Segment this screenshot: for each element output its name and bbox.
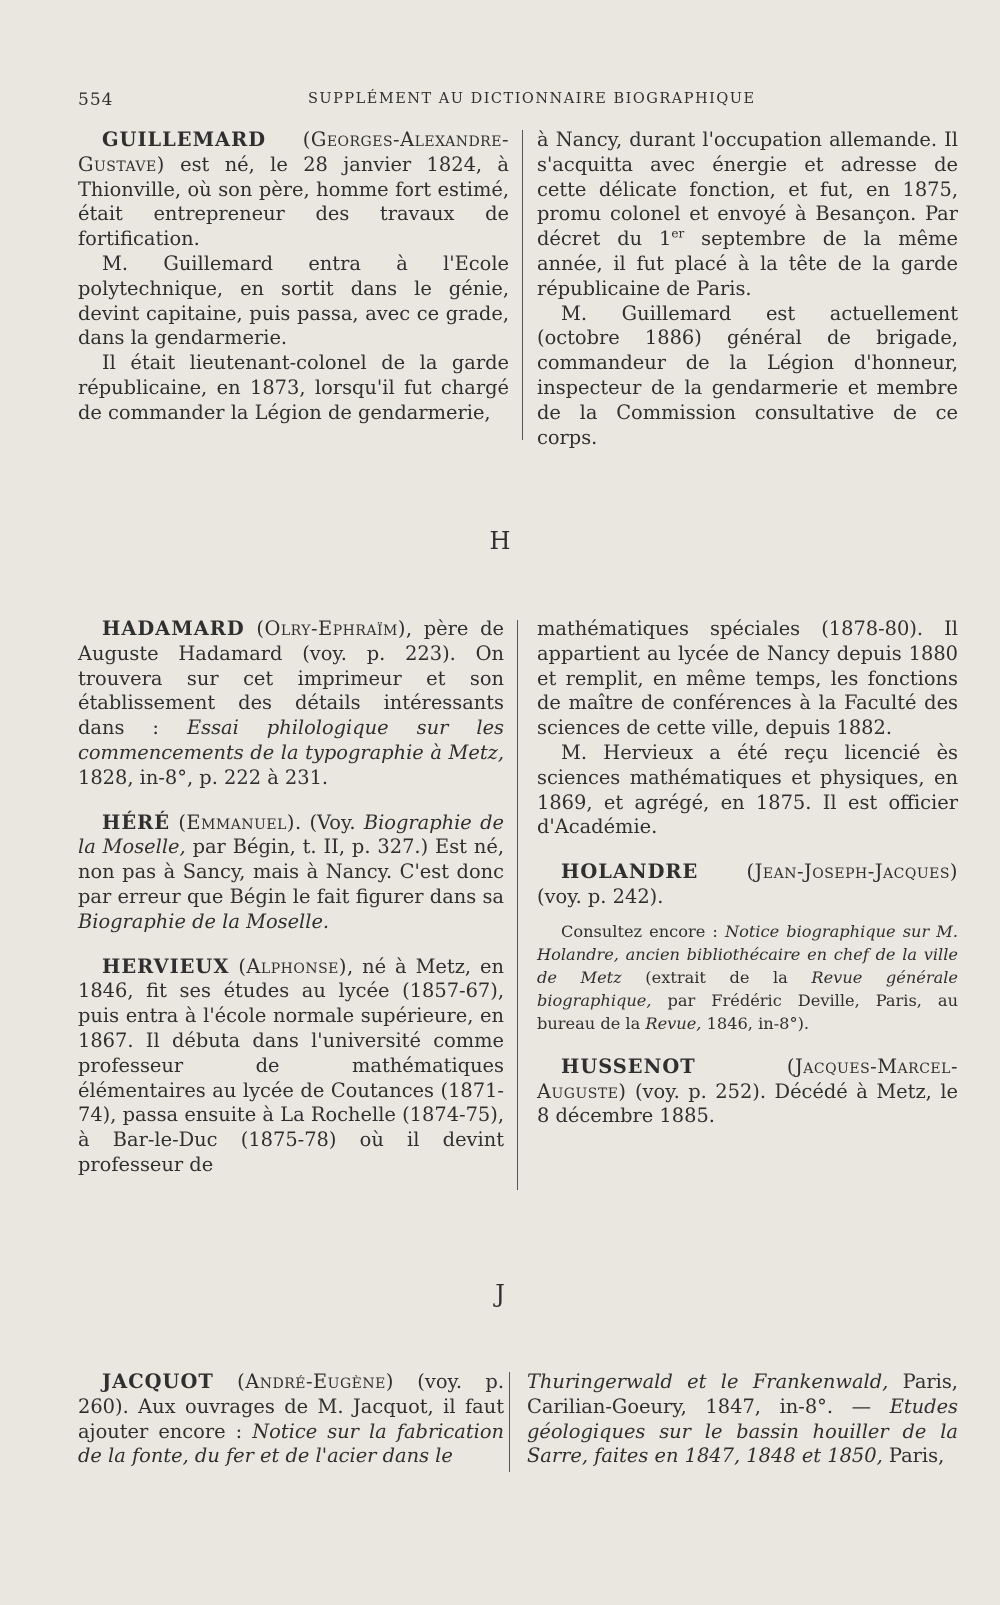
page-number: 554 [78, 90, 114, 110]
ordinal-superscript: er [671, 226, 685, 241]
entry-here [78, 811, 504, 935]
column-rule [522, 130, 523, 440]
guillemard-left-column [78, 128, 509, 426]
paragraph: M. Guillemard est actuellement (octobre 1886) général de brigade, commandeur de la Légion d'honneur, inspecteur de la gendarmerie et membre de la Commission consultative de ce corps. [537, 301, 958, 449]
entry-hadamard [78, 617, 504, 791]
text: (voy. p. 260). Aux ouvrages de M. Jacquot, il faut ajouter encore : [78, 1370, 504, 1443]
paragraph: M. Guillemard entra à l'Ecole polytechnique, en sortit dans le génie, devint capitaine, puis passa, avec ce grade, dans la gendarmerie. [78, 251, 509, 350]
running-head: SUPPLÉMENT AU DICTIONNAIRE BIOGRAPHIQUE [308, 91, 756, 107]
column-rule [517, 620, 518, 1190]
entry-holandre [537, 860, 958, 910]
section-letter-h: H [489, 527, 511, 555]
text: par Frédéric Deville, Paris, au bureau de la [537, 990, 958, 1033]
entry-forenames: (André-Eugène) [237, 1370, 394, 1393]
entry-name: HOLANDRE [561, 860, 699, 884]
entry-forenames: (Emmanuel) [178, 810, 295, 834]
book-title: Etudes géologiques sur le bassin houiller de la Sarre, faites en 1847, 1848 et 1850, [527, 1394, 958, 1468]
text: septembre de la même année, il fut placé à la tête de la garde républicaine de Paris. [537, 227, 958, 300]
text: . (Voy. [294, 810, 364, 834]
entry-text: est né, le 28 janvier 1824, à Thionville, où son père, homme fort estimé, était entrepreneur des travaux de fortification. [78, 152, 509, 251]
paragraph-continued [527, 1370, 958, 1469]
entry-hervieux [78, 955, 504, 1178]
book-title: Biographie de la Moselle. [78, 909, 330, 933]
section-j-right-column [527, 1370, 958, 1469]
spacer [78, 791, 504, 811]
paragraph-continued [537, 128, 958, 302]
paragraph: M. Hervieux a été reçu licencié ès sciences mathématiques et physiques, en 1869, et agrégé, en 1875. Il est officier d'Académie. [537, 740, 958, 839]
section-letter-j: J [495, 1280, 505, 1308]
paragraph: Il était lieutenant-colonel de la garde républicaine, en 1873, lorsqu'il fut chargé de commander la Légion de gendarmerie, [78, 351, 509, 424]
book-title: Notice sur la fabrication de la fonte, du fer et de l'acier dans le [78, 1419, 504, 1468]
spacer [537, 1035, 958, 1055]
entry-name: HERVIEUX [102, 954, 230, 978]
column-rule [509, 1372, 510, 1472]
text: , né à Metz, en 1846, fit ses études au lycée (1857-67), puis entra à l'école normale supérieure, en 1867. Il débuta dans l'université comme professeur de mathématiques élémentaires au lycée de Coutances (1871-74), passa ensuite à La Rochelle (1874-75), à Bar-le-Duc (1875-78) où il devint professeur de [78, 954, 505, 1176]
text: (extrait de la [621, 967, 812, 987]
entry-name: JACQUOT [102, 1370, 214, 1393]
book-title: Revue, [645, 1013, 702, 1033]
text: 1846, in-8°). [701, 1013, 810, 1033]
entry-name: GUILLEMARD [102, 128, 267, 151]
text: (voy. p. 252). Décédé à Metz, le 8 décembre 1885. [537, 1079, 958, 1128]
spacer [537, 840, 958, 860]
text: par Bégin, t. II, p. 327.) Est né, non pas à Sancy, mais à Nancy. C'est donc par erreur que Bégin le fait figurer dans sa [78, 835, 504, 908]
paragraph-continued: mathématiques spéciales (1878-80). Il appartient au lycée de Nancy depuis 1880 et remplit, en même temps, les fonctions de maître de conférences à la Faculté des sciences de cette ville, depuis 1882. [537, 617, 958, 740]
text: Consultez encore : [561, 921, 725, 941]
holandre-note [537, 920, 958, 1035]
entry-hussenot [537, 1055, 958, 1129]
entry-forenames: (Olry-Ephraïm) [256, 617, 406, 640]
book-title: Essai philologique sur les commencements de la typographie à Metz, [78, 716, 504, 764]
book-title: Thuringerwald et le Frankenwald, [527, 1370, 889, 1393]
text: Paris, [882, 1444, 945, 1468]
text: à Nancy, durant l'occupation allemande. Il s'acquitta avec énergie et adresse de cette délicate fonction, et fut, en 1875, promu colonel et envoyé à Besançon. Par décret du 1 [537, 128, 958, 251]
text: (voy. p. 242). [537, 884, 664, 908]
entry-name: HADAMARD [102, 617, 245, 640]
page-header [78, 90, 948, 112]
section-h-right-column [537, 617, 958, 1129]
entry-name: HÉRÉ [102, 810, 170, 834]
text: 1828, in-8°, p. 222 à 231. [78, 765, 329, 789]
text: Paris, Carilian-Goeury, 1847, in-8°. — [527, 1370, 958, 1418]
book-title: Notice biographique sur M. Holandre, ancien bibliothécaire en chef de la ville de Metz [537, 921, 958, 987]
spacer [78, 935, 504, 955]
entry-forenames: (Jean-Joseph-Jacques) [746, 860, 958, 884]
entry-jacquot [78, 1370, 504, 1469]
book-title: Biographie de la Moselle, [78, 810, 504, 859]
entry-forenames: (Georges-Alexandre-Gustave) [78, 128, 509, 176]
entry-forenames: (Alphonse) [238, 954, 347, 978]
book-title: Revue générale biographique, [537, 967, 958, 1010]
text: , père de Auguste Hadamard (voy. p. 223). On trouvera sur cet imprimeur et son établissement des détails intéressants dans : [78, 617, 504, 740]
section-j-left-column [78, 1370, 504, 1469]
entry-name: HUSSENOT [561, 1054, 696, 1078]
guillemard-right-column [537, 128, 958, 450]
section-h-left-column [78, 617, 504, 1178]
entry-forenames: (Jacques-Marcel-Auguste) [537, 1054, 958, 1103]
entry-guillemard [78, 128, 509, 252]
